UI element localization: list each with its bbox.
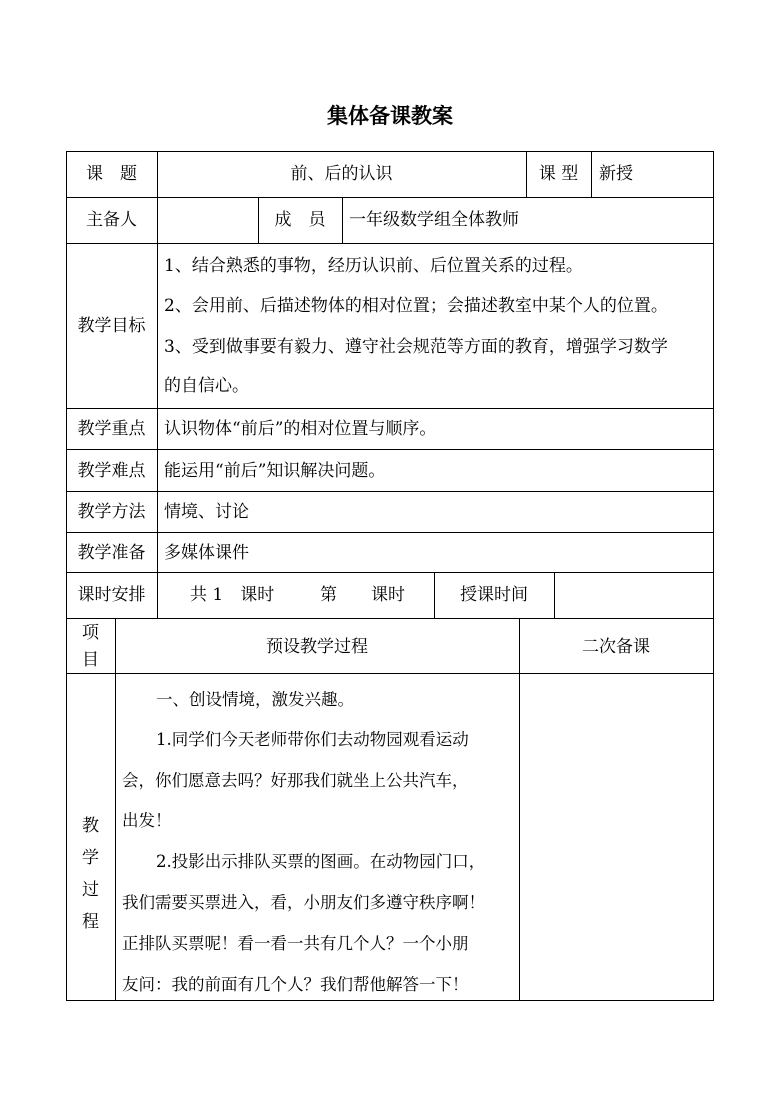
process-line: 出发！	[122, 811, 172, 830]
goals-label: 教学目标	[77, 316, 146, 336]
goal-line: 1、结合熟悉的事物，经历认识前、后位置关系的过程。	[164, 256, 583, 276]
item-label: 项	[82, 623, 99, 643]
key-points-value: 认识物体“前后”的相对位置与顺序。	[164, 419, 437, 439]
preset-process-header: 预设教学过程	[266, 637, 368, 657]
process-line: 我们需要买票进入，看，小朋友们多遵守秩序啊！	[122, 893, 485, 912]
members-value: 一年级数学组全体教师	[349, 210, 519, 230]
difficulties-label: 教学难点	[77, 461, 146, 481]
process-line: 正排队买票呢！看一看一共有几个人？一个小朋	[122, 934, 469, 953]
preparation-value: 多媒体课件	[164, 543, 249, 563]
process-line: 友问：我的前面有几个人？我们帮他解答一下！	[122, 975, 469, 994]
row-rule	[66, 673, 714, 674]
method-value: 情境、讨论	[164, 502, 249, 522]
col-rule	[591, 151, 592, 197]
item-label: 目	[82, 650, 99, 670]
row-rule	[66, 408, 714, 409]
process-side-char: 教	[82, 816, 99, 836]
row-rule	[66, 1000, 714, 1001]
process-line: 一、创设情境，激发兴趣。	[156, 690, 354, 709]
col-rule	[519, 618, 520, 1001]
goal-line: 的自信心。	[164, 376, 249, 396]
row-rule	[66, 151, 714, 152]
process-side-char: 程	[82, 912, 99, 932]
topic-value: 前、后的认识	[290, 164, 393, 184]
row-rule	[66, 618, 714, 619]
process-line: 1.同学们今天老师带你们去动物园观看运动	[156, 730, 469, 749]
difficulties-value: 能运用“前后”知识解决问题。	[164, 461, 386, 481]
schedule-label: 课时安排	[77, 585, 146, 605]
lead-label: 主备人	[86, 210, 137, 230]
type-label: 课 型	[538, 164, 579, 184]
row-rule	[66, 197, 714, 198]
members-label: 成 员	[274, 210, 326, 230]
schedule-time-label: 授课时间	[460, 585, 528, 605]
goal-line: 3、受到做事要有毅力、遵守社会规范等方面的教育，增强学习数学	[164, 337, 668, 357]
row-rule	[66, 491, 714, 492]
page-title: 集体备课教案	[327, 104, 453, 128]
preparation-label: 教学准备	[77, 543, 146, 563]
second-prep-header: 二次备课	[582, 637, 650, 657]
col-rule	[115, 618, 116, 1001]
col-rule	[342, 197, 343, 243]
row-rule	[66, 243, 714, 244]
goal-line: 2、会用前、后描述物体的相对位置；会描述教室中某个人的位置。	[164, 296, 668, 316]
method-label: 教学方法	[77, 502, 146, 522]
col-rule	[157, 151, 158, 618]
col-rule	[713, 151, 714, 1001]
schedule-total: 共 1 课时	[190, 585, 275, 605]
process-side-char: 学	[82, 848, 99, 868]
type-value: 新授	[599, 164, 633, 184]
row-rule	[66, 572, 714, 573]
process-side-char: 过	[82, 880, 99, 900]
row-rule	[66, 449, 714, 450]
process-line: 2.投影出示排队买票的图画。在动物园门口，	[156, 852, 486, 871]
schedule-nth: 第 课时	[320, 585, 405, 605]
col-rule	[66, 151, 67, 1001]
lesson-plan-table	[66, 151, 714, 1001]
row-rule	[66, 532, 714, 533]
topic-label: 课 题	[86, 164, 137, 184]
key-points-label: 教学重点	[77, 419, 146, 439]
process-line: 会，你们愿意去吗？好那我们就坐上公共汽车，	[122, 771, 469, 790]
col-rule	[554, 572, 555, 618]
